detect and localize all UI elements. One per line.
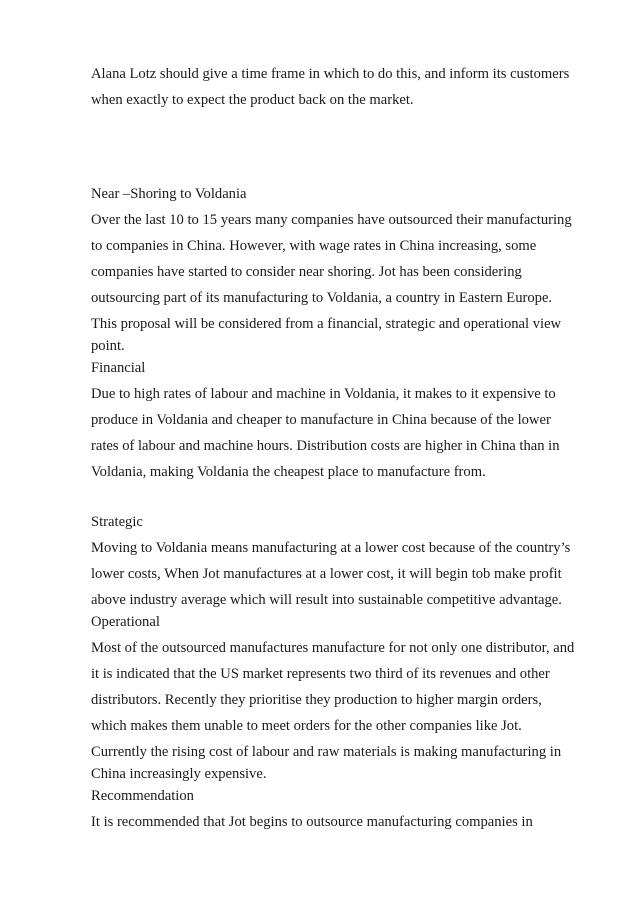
body-text-line: produce in Voldania and cheaper to manufacture in China because of the lower [91,412,551,428]
body-text-line: outsourcing part of its manufacturing to Voldania, a country in Eastern Europe. [91,290,553,306]
body-text-line: above industry average which will result into sustainable competitive advantage. [91,592,562,608]
section-heading-operational: Operational [91,614,160,630]
body-text-line: to companies in China. However, with wage rates in China increasing, some [91,238,537,254]
body-text-line: when exactly to expect the product back on the market. [91,92,414,108]
body-text-line: companies have started to consider near shoring. Jot has been considering [91,264,522,280]
body-text-line: Voldania, making Voldania the cheapest place to manufacture from. [91,464,486,480]
section-heading-strategic: Strategic [91,514,143,530]
section-heading-recommendation: Recommendation [91,788,194,804]
body-text-line: Alana Lotz should give a time frame in which to do this, and inform its customers [91,66,570,82]
body-text-line: distributors. Recently they prioritise they production to higher margin orders, [91,692,542,708]
body-text-line: China increasingly expensive. [91,766,267,782]
body-text-line: Currently the rising cost of labour and raw materials is making manufacturing in [91,744,562,760]
body-text-line: Most of the outsourced manufactures manufacture for not only one distributor, and [91,640,575,656]
body-text-line: Over the last 10 to 15 years many companies have outsourced their manufacturing [91,212,572,228]
body-text-line: Moving to Voldania means manufacturing at a lower cost because of the country’s [91,540,571,556]
body-text-line: rates of labour and machine hours. Distribution costs are higher in China than in [91,438,560,454]
section-heading-financial: Financial [91,360,146,376]
section-heading-near-shoring: Near –Shoring to Voldania [91,186,247,202]
body-text-line: point. [91,338,125,354]
body-text-line: lower costs, When Jot manufactures at a lower cost, it will begin tob make profit [91,566,562,582]
body-text-line: This proposal will be considered from a financial, strategic and operational view [91,316,562,332]
body-text-line: Due to high rates of labour and machine in Voldania, it makes to it expensive to [91,386,556,402]
body-text-line: it is indicated that the US market represents two third of its revenues and other [91,666,550,682]
body-text-line: which makes them unable to meet orders for the other companies like Jot. [91,718,522,734]
body-text-line: It is recommended that Jot begins to outsource manufacturing companies in [91,814,533,830]
